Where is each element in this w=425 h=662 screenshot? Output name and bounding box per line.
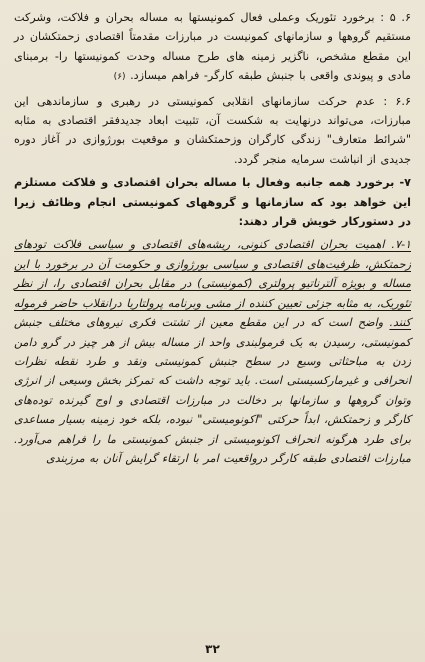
paragraph-6-5 — [14, 8, 411, 88]
paragraph-6-6 — [14, 92, 411, 170]
footnote-reference: (۶) — [113, 72, 126, 83]
paragraph-7-1 — [14, 235, 411, 468]
page-number: ۳۲ — [205, 642, 220, 656]
paragraph-7-1-text: واضح است که در این مقطع معین از تشتت فکری نیروهای مختلف جنبش کمونیستی، رسیدن به یک فرمولبندی واحد از مساله بیش از هر چیز در گرو دامن زدن به مباحثاتی وسیع در سطح جنبش کمونیستی ونقد و طرد نقطه نظرات انحرافی و غیرمارکسیستی است. باید توجه داشت که تمرکز بخش وسیعی از انرژی وتوان گروهها و سازمانها بر دخالت در مبارزات اقتصادی و اوج گیرنده توده‌های کارگر و زحمتکش، ابداً حرکتی "اکونومیستی" نبوده، بلکه خود زمینه بسیار مساعدی برای طرد هرگونه انحراف اکونومیستی از جنبش کمونیستی ما را فراهم می‌آورد. مبارزات اقتصادی طبقه کارگر درواقعیت امر با ارتقاء گرایش آنان به مرزبندی — [14, 316, 411, 465]
paragraph-7-1-underlined-text: ۷-۱. اهمیت بحران اقتصادی کنونی، ریشه‌های اقتصادی و سیاسی فلاکت تودهای زحمتکش، ظرفیت‌های اقتصادی و سیاسی بورژوازی و حکومت آن در برخورد با این مساله و بویژه آلترناتیو پرولتری (کمونیستی) در مقابل بحران اقتصادی را، از نظر تئوریک، به مثابه جزئی تعیین کننده از مشی وبرنامه پرولتاریا درانقلاب حاضر فرموله کنند. — [14, 238, 411, 330]
paragraph-7-heading — [14, 173, 411, 231]
paragraph-7-text: ۷- برخورد همه جانبه وفعال با مساله بحران اقتصادی و فلاکت مستلزم این خواهد بود که سازمانها و گروههای کمونیستی انجام وظائف زیرا در دستورکار خویش قرار دهند: — [14, 176, 411, 229]
paragraph-6-5-text: ۶. ۵ : برخورد تئوریک وعملی فعال کمونیستها به مساله بحران و فلاکت، وشرکت مستقیم گروهها و سازمانهای کمونیست در مبارزات مقدمتاً اقتصادی زحمتکشان در این مقطع مشخص، ناگزیر زمینه های طرح مساله وحدت کمونیستها را- برمبنای مادی و پیوندی واقعی با جنبش طبقه کارگر- فراهم میسازد. — [14, 11, 411, 83]
paragraph-6-6-text: ۶.۶ : عدم حرکت سازمانهای انقلابی کمونیستی در رهبری و سازماندهی این مبارزات، می‌تواند درنهایت به شکست آن، تثبیت ابعاد جدیدفقر اقتصادی به مثابه "شرائط متعارف" زندگی کارگران وزحمتکشان و موقعیت بورژوازی در آغاز دوره جدیدی از انباشت سرمایه منجر گردد. — [14, 94, 411, 166]
